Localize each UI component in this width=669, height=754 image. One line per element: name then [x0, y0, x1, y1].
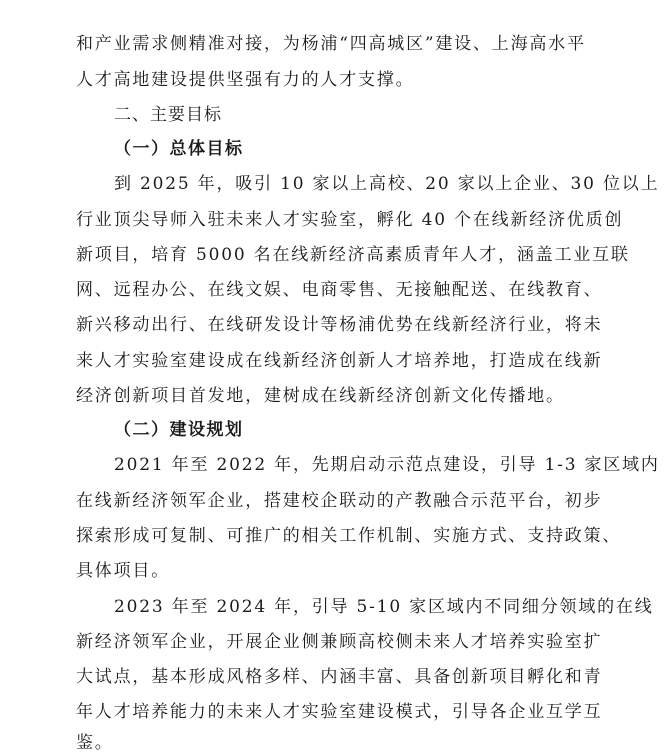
subsection-title-overall-goal: （一）总体目标 — [114, 139, 244, 159]
paragraph-line: 探索形成可复制、可推广的相关工作机制、实施方式、支持政策、 — [76, 526, 622, 546]
paragraph-line: 年人才培养能力的未来人才实验室建设模式，引导各企业互学互 — [76, 702, 603, 722]
paragraph-line: 新兴移动出行、在线研发设计等杨浦优势在线新经济行业，将未 — [76, 315, 603, 335]
section-heading: 二、主要目标 — [114, 105, 222, 125]
paragraph-line: 在线新经济领军企业，搭建校企联动的产教融合示范平台，初步 — [76, 491, 603, 511]
paragraph-line: 来人才实验室建设成在线新经济创新人才培养地，打造成在线新 — [76, 351, 603, 371]
subsection-title-construction-plan: （二）建设规划 — [114, 420, 244, 440]
paragraph-line: 到 2025 年，吸引 10 家以上高校、20 家以上企业、30 位以上 — [114, 174, 660, 194]
paragraph-line: 2023 年至 2024 年，引导 5-10 家区域内不同细分领域的在线 — [114, 597, 654, 617]
paragraph-line: 经济创新项目首发地，建树成在线新经济创新文化传播地。 — [76, 386, 565, 406]
paragraph-line: 新经济领军企业，开展企业侧兼顾高校侧未来人才培养实验室扩 — [76, 632, 603, 652]
paragraph-line: 新项目，培育 5000 名在线新经济高素质青年人才，涵盖工业互联 — [76, 245, 630, 265]
paragraph-line: 网、远程办公、在线文娱、电商零售、无接触配送、在线教育、 — [76, 280, 603, 300]
paragraph-line: 2021 年至 2022 年，先期启动示范点建设，引导 1-3 家区域内 — [114, 455, 660, 475]
paragraph-line: 大试点，基本形成风格多样、内涵丰富、具备创新项目孵化和青 — [76, 667, 603, 687]
paragraph-line: 具体项目。 — [76, 561, 170, 581]
intro-line: 人才高地建设提供坚强有力的人才支撑。 — [76, 70, 415, 90]
paragraph-line: 行业顶尖导师入驻未来人才实验室，孵化 40 个在线新经济优质创 — [76, 210, 624, 230]
paragraph-line: 鉴。 — [76, 733, 114, 753]
intro-line: 和产业需求侧精准对接，为杨浦“四高城区”建设、上海高水平 — [76, 34, 586, 54]
